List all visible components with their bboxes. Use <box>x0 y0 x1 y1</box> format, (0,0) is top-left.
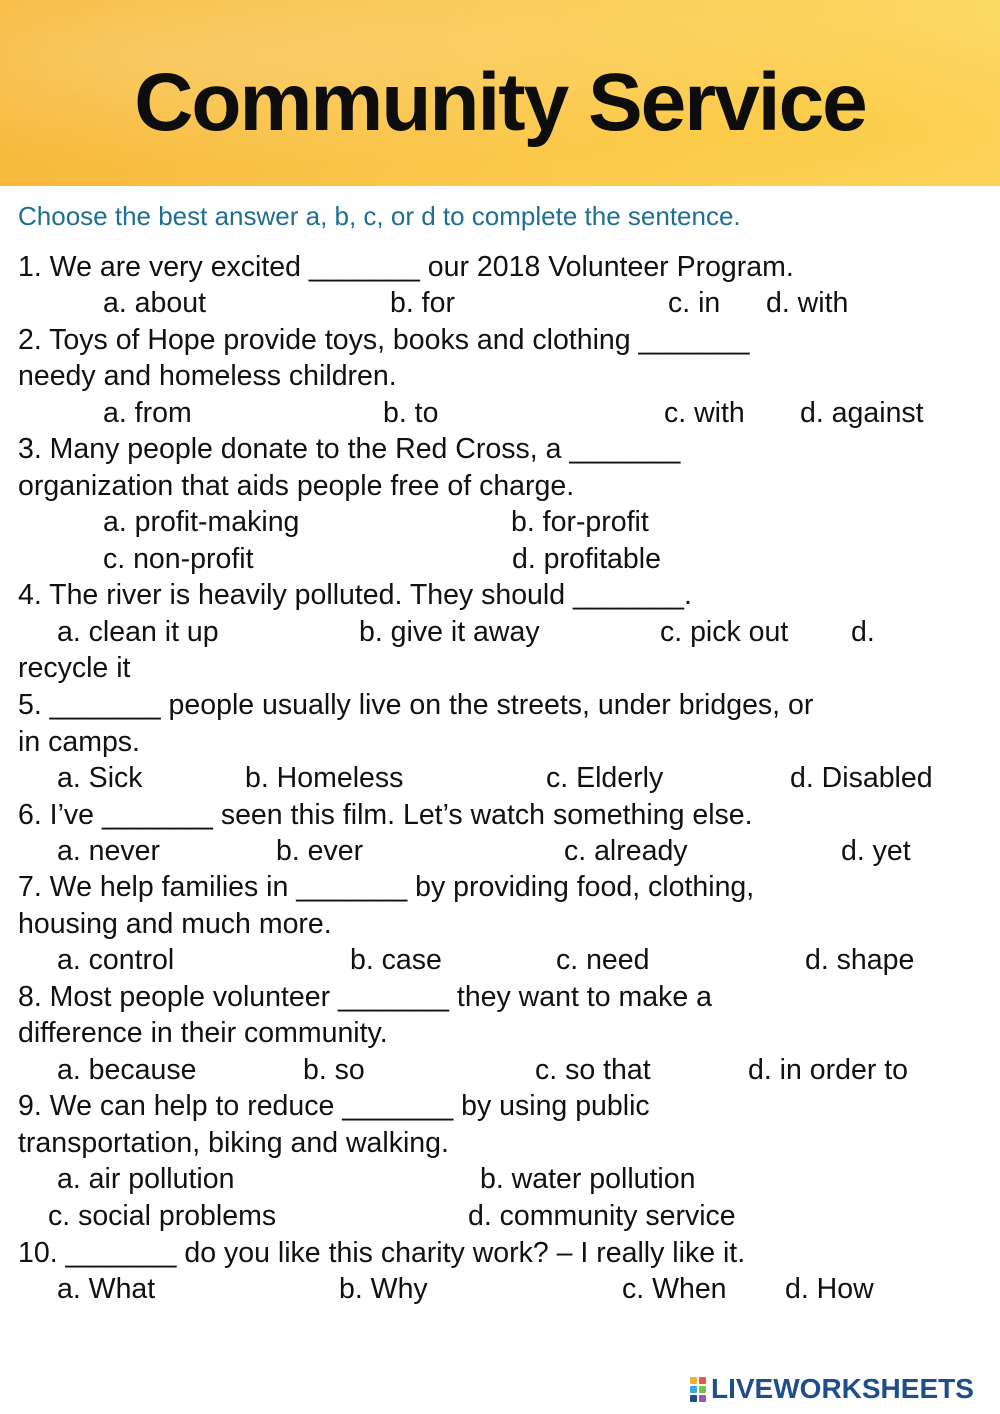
question-7-option-d[interactable]: d. shape <box>805 944 915 976</box>
question-8-text-line-1: 8. Most people volunteer _______ they want to make a <box>18 981 712 1013</box>
question-10-option-b[interactable]: b. Why <box>339 1273 428 1305</box>
question-2-text-line-2: needy and homeless children. <box>18 360 397 392</box>
question-6-option-c[interactable]: c. already <box>564 835 688 867</box>
question-9-option-d[interactable]: d. community service <box>468 1200 736 1232</box>
question-8-text-line-2: difference in their community. <box>18 1017 388 1049</box>
question-4-option-d-text[interactable]: recycle it <box>18 652 131 684</box>
question-3-text-line-2: organization that aids people free of charge. <box>18 470 575 502</box>
question-9-option-a[interactable]: a. air pollution <box>57 1163 235 1195</box>
question-7-option-c[interactable]: c. need <box>556 944 650 976</box>
question-1-option-c[interactable]: c. in <box>668 287 721 319</box>
question-5-option-a[interactable]: a. Sick <box>57 762 143 794</box>
question-10-option-c[interactable]: c. When <box>622 1273 727 1305</box>
page-title: Community Service <box>134 57 866 148</box>
question-7-text-line-1: 7. We help families in _______ by providing food, clothing, <box>18 871 755 903</box>
question-6-option-b[interactable]: b. ever <box>276 835 364 867</box>
question-3-option-c[interactable]: c. non-profit <box>103 543 254 575</box>
question-2-option-d[interactable]: d. against <box>800 397 924 429</box>
question-6-text: 6. I’ve _______ seen this film. Let’s watch something else. <box>18 799 753 831</box>
question-3-text-line-1: 3. Many people donate to the Red Cross, a _______ <box>18 433 681 465</box>
question-2-option-a[interactable]: a. from <box>103 397 192 429</box>
question-2-text-line-1: 2. Toys of Hope provide toys, books and clothing _______ <box>18 324 750 356</box>
question-10-text: 10. _______ do you like this charity work? – I really like it. <box>18 1237 746 1269</box>
question-7-text-line-2: housing and much more. <box>18 908 332 940</box>
question-3-option-d[interactable]: d. profitable <box>512 543 661 575</box>
question-6-option-a[interactable]: a. never <box>57 835 160 867</box>
question-5-option-d[interactable]: d. Disabled <box>790 762 933 794</box>
question-7-option-a[interactable]: a. control <box>57 944 175 976</box>
question-10-option-a[interactable]: a. What <box>57 1273 156 1305</box>
question-1-text: 1. We are very excited _______ our 2018 Volunteer Program. <box>18 251 794 283</box>
question-3-option-b[interactable]: b. for-profit <box>511 506 649 538</box>
question-9-text-line-1: 9. We can help to reduce _______ by using public <box>18 1090 650 1122</box>
question-8-option-b[interactable]: b. so <box>303 1054 365 1086</box>
question-4-option-c[interactable]: c. pick out <box>660 616 789 648</box>
liveworksheets-logo-icon <box>690 1377 706 1402</box>
question-4-option-a[interactable]: a. clean it up <box>57 616 219 648</box>
question-5-text-line-2: in camps. <box>18 726 140 758</box>
question-3-option-a[interactable]: a. profit-making <box>103 506 300 538</box>
question-1-option-d[interactable]: d. with <box>766 287 849 319</box>
question-10-option-d[interactable]: d. How <box>785 1273 874 1305</box>
question-2-option-c[interactable]: c. with <box>664 397 745 429</box>
question-8-option-c[interactable]: c. so that <box>535 1054 651 1086</box>
question-9-option-c[interactable]: c. social problems <box>48 1200 277 1232</box>
liveworksheets-logo-text: LIVEWORKSHEETS <box>711 1373 974 1404</box>
question-1-option-a[interactable]: a. about <box>103 287 207 319</box>
question-5-option-c[interactable]: c. Elderly <box>546 762 664 794</box>
liveworksheets-logo[interactable] <box>690 1372 974 1406</box>
question-2-option-b[interactable]: b. to <box>383 397 439 429</box>
question-6-option-d[interactable]: d. yet <box>841 835 911 867</box>
question-9-text-line-2: transportation, biking and walking. <box>18 1127 449 1159</box>
instruction-text: Choose the best answer a, b, c, or d to complete the sentence. <box>18 201 741 231</box>
question-1-option-b[interactable]: b. for <box>390 287 455 319</box>
title-banner <box>0 0 1000 186</box>
question-4-option-d[interactable]: d. <box>851 616 875 648</box>
question-8-option-d[interactable]: d. in order to <box>748 1054 909 1086</box>
question-4-text: 4. The river is heavily polluted. They should _______. <box>18 579 692 611</box>
question-7-option-b[interactable]: b. case <box>350 944 442 976</box>
question-4-option-b[interactable]: b. give it away <box>359 616 540 648</box>
question-5-option-b[interactable]: b. Homeless <box>245 762 404 794</box>
question-9-option-b[interactable]: b. water pollution <box>480 1163 696 1195</box>
question-5-text-line-1: 5. _______ people usually live on the streets, under bridges, or <box>18 689 814 721</box>
question-8-option-a[interactable]: a. because <box>57 1054 197 1086</box>
